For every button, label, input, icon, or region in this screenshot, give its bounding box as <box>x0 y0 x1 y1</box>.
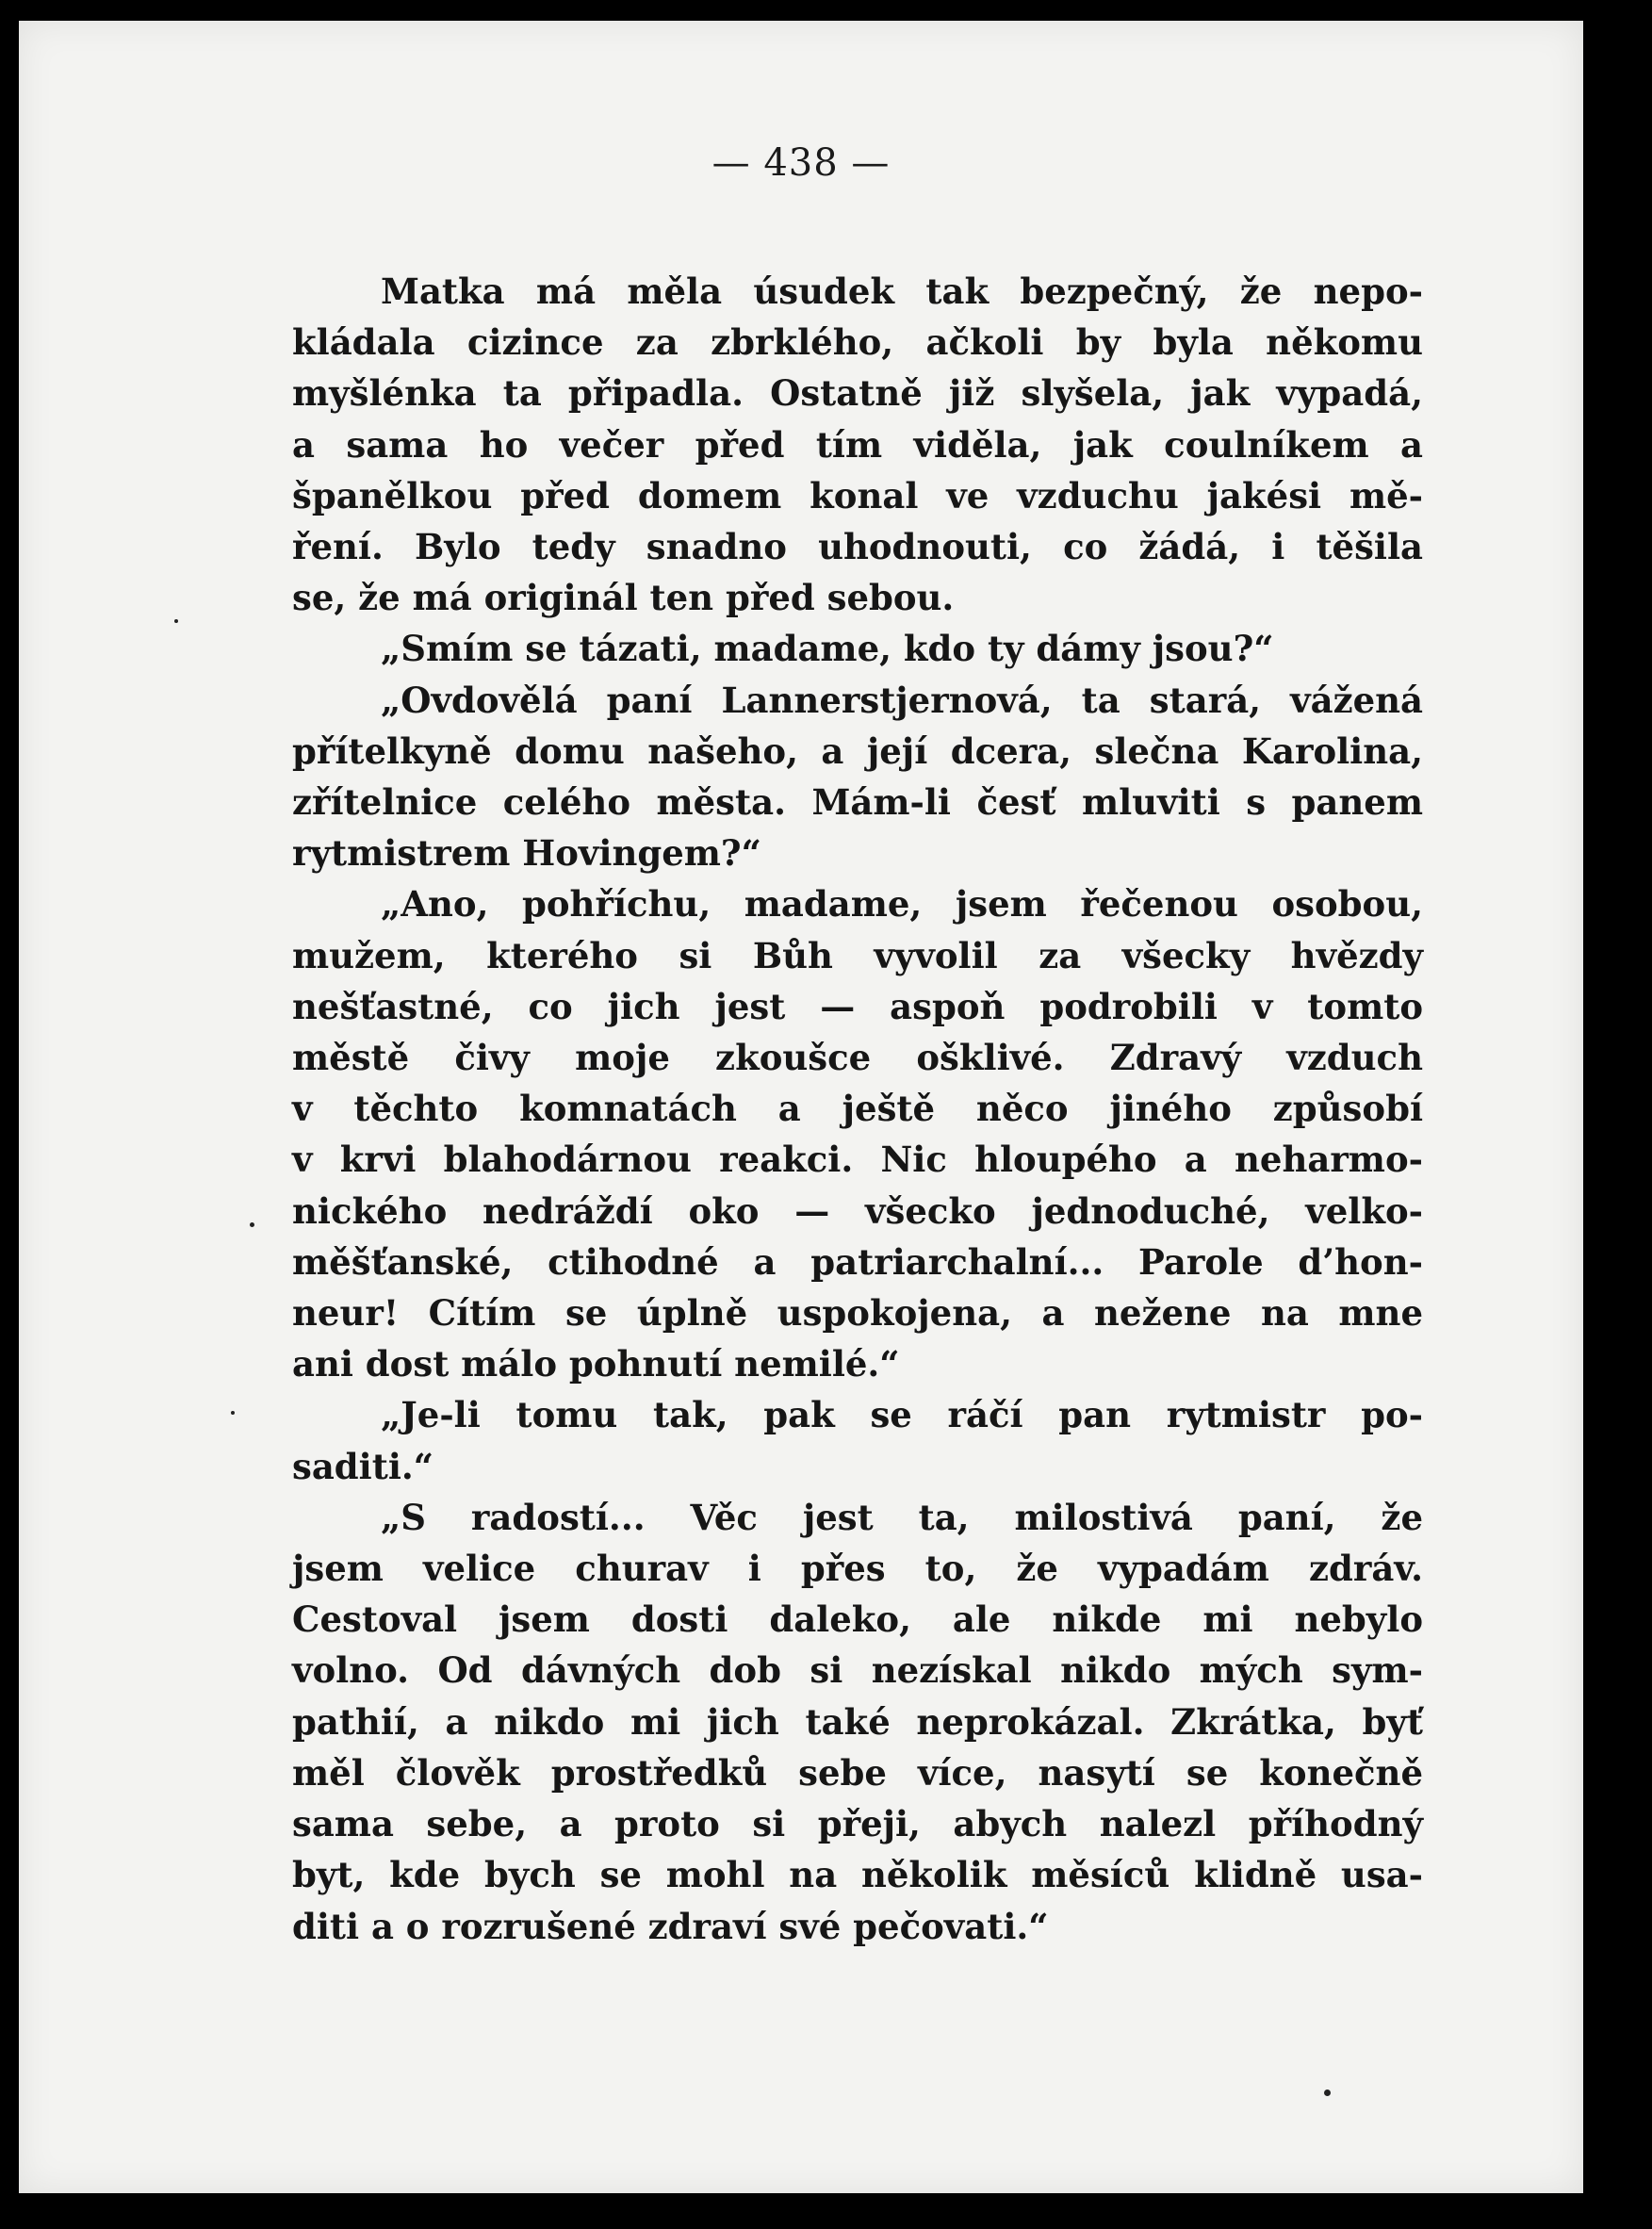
body-text <box>292 266 1423 1952</box>
paragraph <box>292 1492 1423 1952</box>
page-edge-shadow <box>1583 0 1652 2229</box>
page-number: — 438 — <box>712 141 891 185</box>
text-line: ření. Bylo tedy snadno uhodnouti, co žádá, i těšila <box>292 526 1423 568</box>
text-line: Cestoval jsem dosti daleko, ale nikde mi nebylo <box>292 1598 1423 1641</box>
text-line: neur! Cítím se úplně uspokojena, a nežene na mne <box>292 1292 1423 1335</box>
text-line: pathií, a nikdo mi jich také neprokázal. Zkrátka, byť <box>292 1700 1423 1743</box>
scan-speck <box>1324 2090 1331 2096</box>
scan-speck <box>174 619 178 623</box>
text-line: přítelkyně domu našeho, a její dcera, slečna Karolina, <box>292 729 1423 772</box>
book-page <box>19 21 1583 2193</box>
text-line: mužem, kterého si Bůh vyvolil za všecky hvězdy <box>292 934 1423 976</box>
text-line: nešťastné, co jich jest — aspoň podrobili v tomto <box>292 985 1423 1027</box>
text-line: rytmistrem Hovingem?“ <box>292 832 761 875</box>
text-line: ani dost málo pohnutí nemilé.“ <box>292 1343 900 1385</box>
text-line: jsem velice churav i přes to, že vypadám zdráv. <box>292 1548 1423 1590</box>
text-line: kládala cizince za zbrklého, ačkoli by byla někomu <box>292 321 1423 364</box>
paragraph <box>292 266 1423 623</box>
text-line: „Je-li tomu tak, pak se ráčí pan rytmistr po- <box>381 1394 1423 1436</box>
text-line: španělkou před domem konal ve vzduchu jakési mě- <box>292 474 1423 516</box>
text-line: městě čivy moje zkoušce ošklivé. Zdravý vzduch <box>292 1037 1423 1079</box>
text-line: volno. Od dávných dob si nezískal nikdo mých sym- <box>292 1649 1423 1692</box>
paragraph <box>292 1389 1423 1491</box>
paragraph <box>292 878 1423 1389</box>
text-line: myšlénka ta připadla. Ostatně již slyšela, jak vypadá, <box>292 372 1423 415</box>
text-line: nického nedráždí oko — všecko jednoduché, velko- <box>292 1189 1423 1232</box>
text-line: měl člověk prostředků sebe více, nasytí se konečně <box>292 1751 1423 1794</box>
scan-speck <box>231 1411 235 1415</box>
text-line: sama sebe, a proto si přeji, abych nalezl příhodný <box>292 1803 1423 1845</box>
text-line: „Smím se tázati, madame, kdo ty dámy jsou?“ <box>381 628 1274 670</box>
text-line: diti a o rozrušené zdraví své pečovati.“ <box>292 1905 1049 1947</box>
text-line: v těchto komnatách a ještě něco jiného způsobí <box>292 1088 1423 1130</box>
text-line: se, že má originál ten před sebou. <box>292 577 955 619</box>
paragraph <box>292 623 1423 674</box>
scan-speck <box>250 1222 254 1227</box>
text-line: měšťanské, ctihodné a patriarchalní... Parole d’hon- <box>292 1240 1423 1283</box>
text-line: Matka má měla úsudek tak bezpečný, že nepo- <box>381 270 1423 312</box>
text-line: byt, kde bych se mohl na několik měsíců klidně usa- <box>292 1854 1423 1896</box>
text-line: a sama ho večer před tím viděla, jak coulníkem a <box>292 423 1423 466</box>
text-line: saditi.“ <box>292 1445 434 1487</box>
text-line: „Ano, pohříchu, madame, jsem řečenou osobou, <box>381 883 1423 926</box>
text-line: „S radostí... Věc jest ta, milostivá paní, že <box>381 1496 1423 1538</box>
text-line: v krvi blahodárnou reakci. Nic hloupého a neharmo- <box>292 1139 1423 1181</box>
text-line: „Ovdovělá paní Lannerstjernová, ta stará, vážená <box>381 679 1423 721</box>
paragraph <box>292 675 1423 879</box>
text-line: zřítelnice celého města. Mám-li česť mluviti s panem <box>292 781 1423 824</box>
